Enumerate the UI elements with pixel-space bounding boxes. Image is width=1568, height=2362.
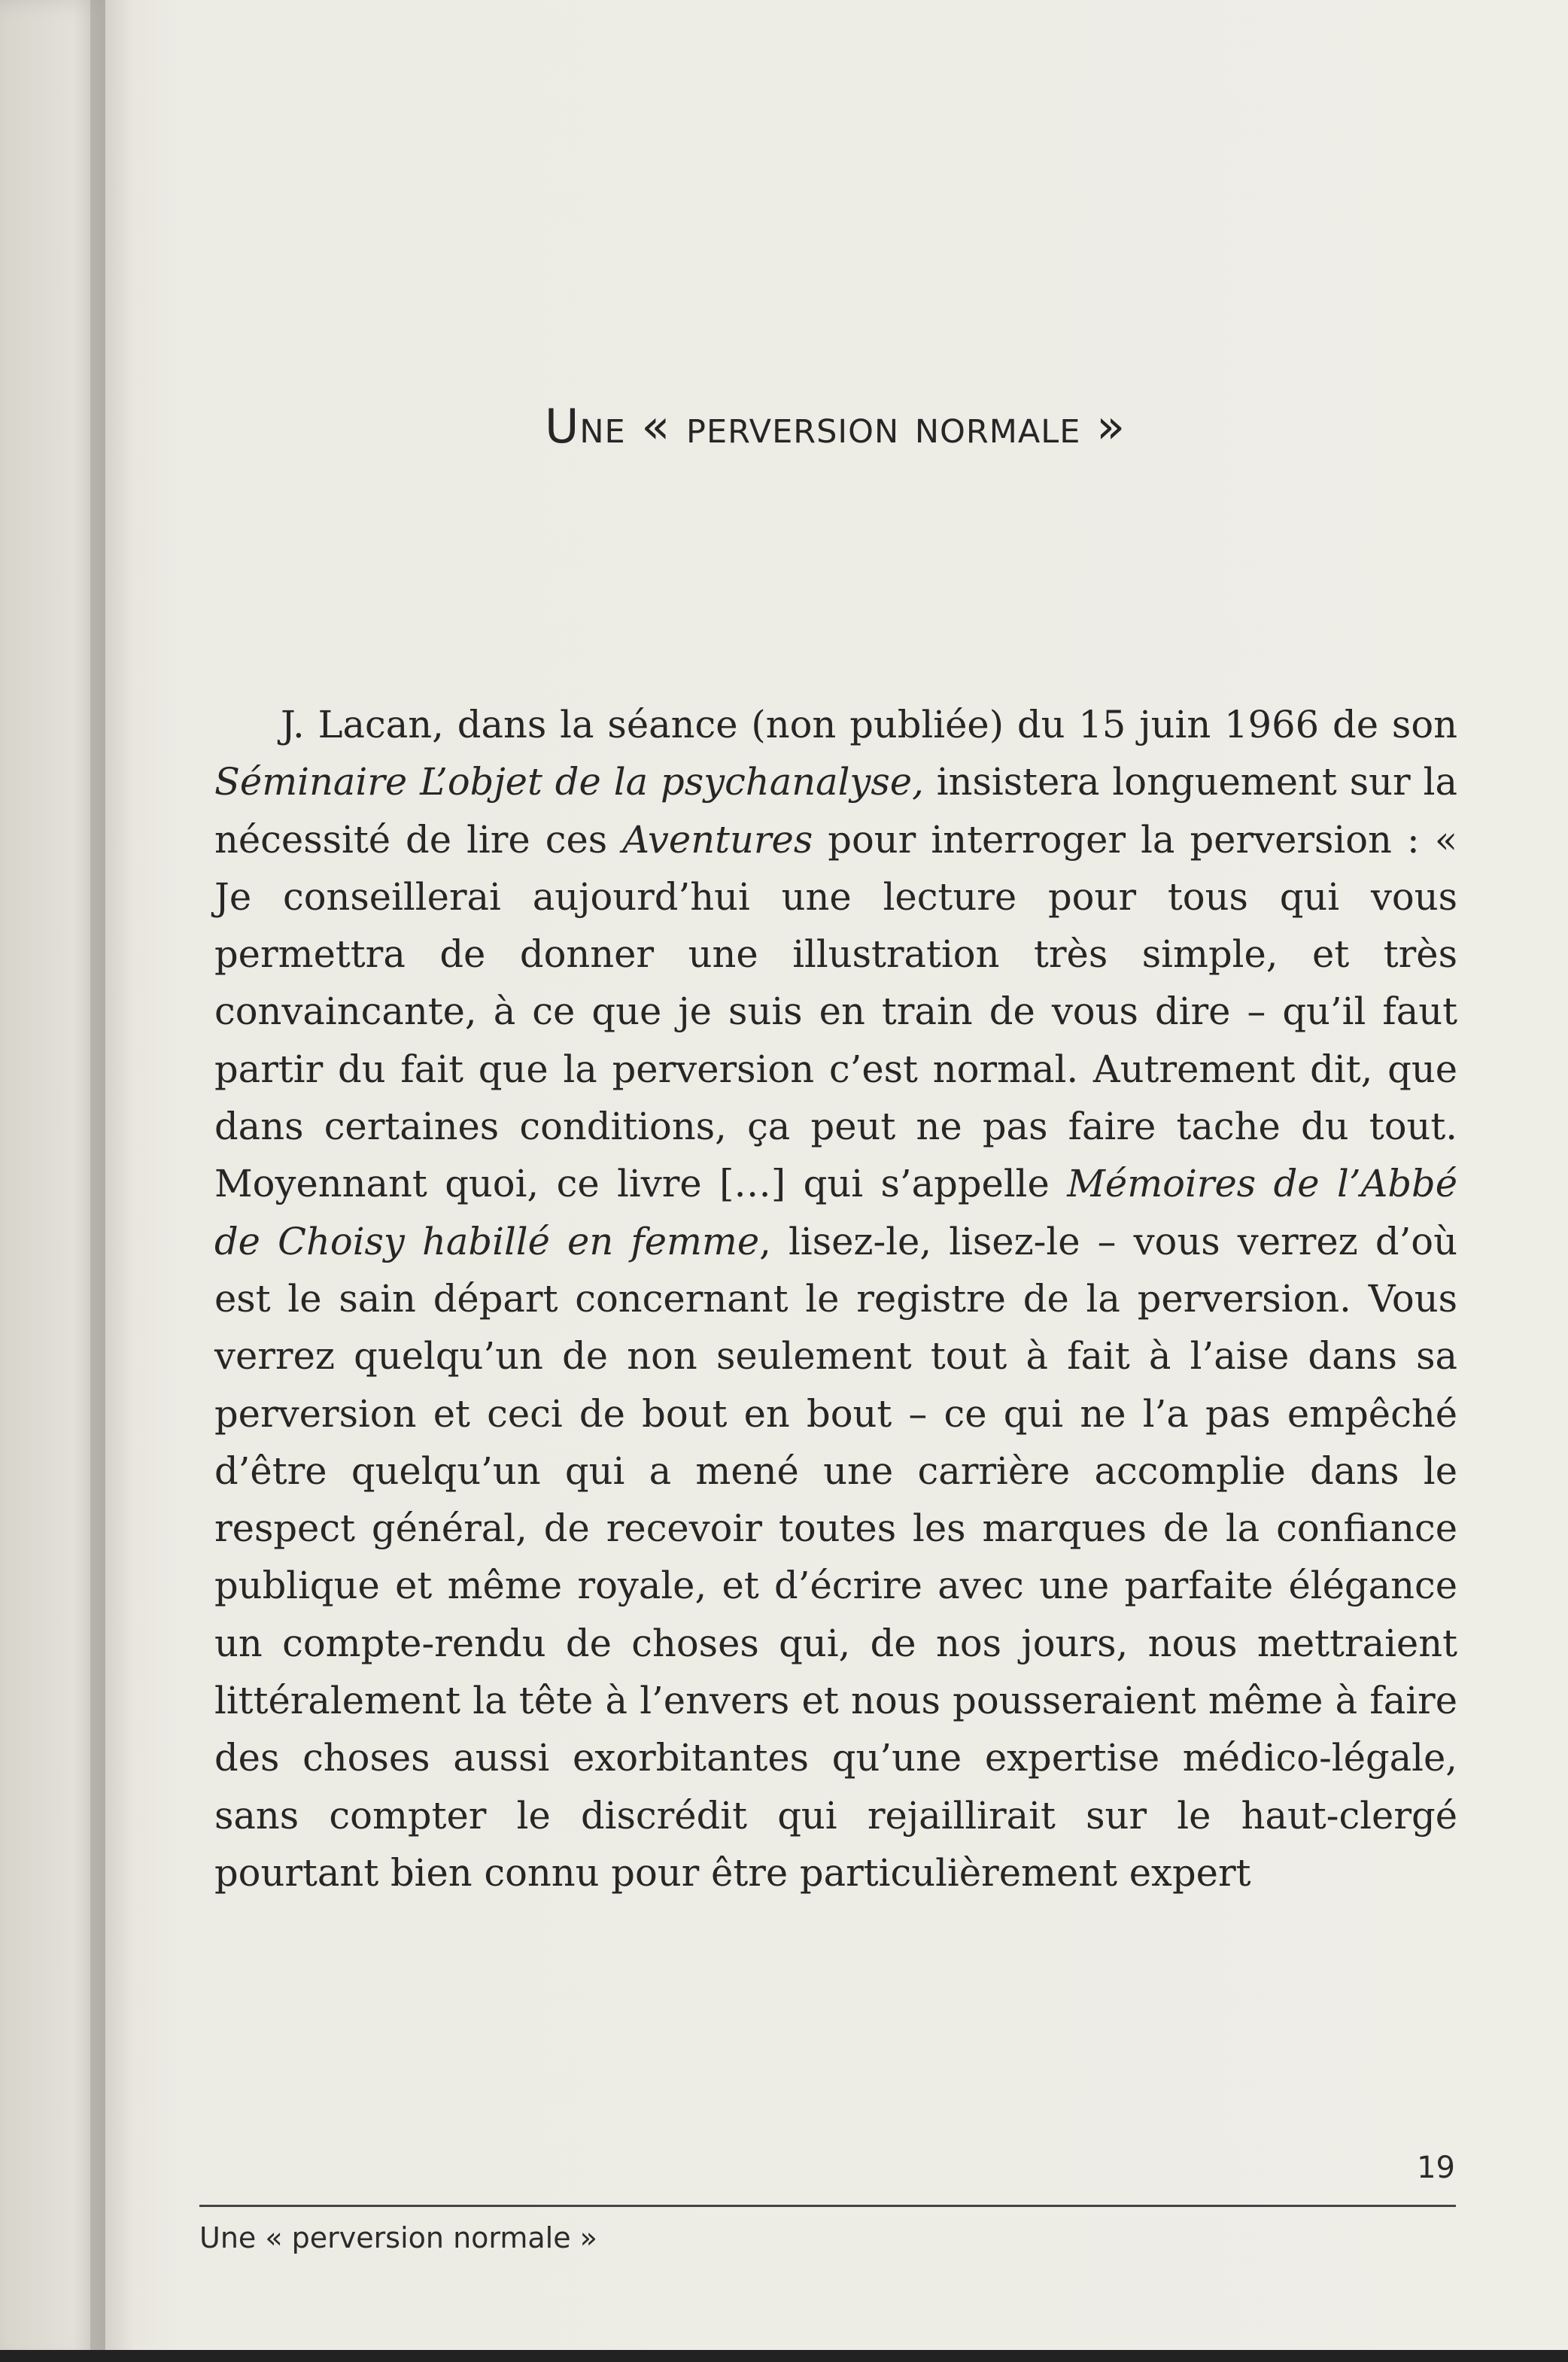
paragraph-text: pour interroger la perversion : « Je conseillerai aujourd’hui une lecture pour tous qui vous permettra de donner une illustration très simple, et très convaincante, à ce que je suis en train de vous dire – qu’il faut partir du fait que la perversion c’est normal. Autrement dit, que dans certaines conditions, ça peut ne pas faire tache du tout. Moyennant quoi, ce livre […] qui s’appelle (214, 817, 1457, 1206)
book-title-memoires: Mémoires de l’Abbé de Choisy habillé en femme (214, 1162, 1457, 1263)
facing-page-edge (0, 0, 105, 2362)
paragraph-text: , lisez-le, lisez-le – vous verrez d’où est le sain départ concernant le registre de la perversion. Vous verrez quelqu’un de non seulement tout à fait à l’aise dans sa perversion et ceci de bout en bout – ce qui ne l’a pas empêché d’être quelqu’un qui a mené une carrière accomplie dans le respect général, de recevoir toutes les marques de la confiance publique et même royale, et d’écrire avec une parfaite élégance un compte-rendu de choses qui, de nos jours, nous mettraient littéralement la tête à l’envers et nous pousseraient même à faire des choses aussi exorbitantes qu’une expertise médico-légale, sans compter le discrédit qui rejaillirait sur le haut-clergé pourtant bien connu pour être particulièrement expert (214, 1219, 1457, 1895)
page-number: 19 (1417, 2151, 1455, 2185)
paragraph-text: J. Lacan, dans la séance (non publiée) du 15 juin 1966 de son (281, 703, 1457, 746)
book-title-aventures: Aventures (622, 817, 813, 862)
chapter-title: Une « perversion normale » (544, 399, 1126, 454)
body-paragraph (214, 696, 1457, 1901)
gutter-shadow (90, 0, 135, 2362)
paragraph-text: insistera longuement sur la nécessité de lire ces (214, 760, 1457, 862)
footer-rule (199, 2205, 1456, 2207)
photo-bottom-edge (0, 2350, 1568, 2362)
seminar-title: Séminaire L’objet de la psychanalyse, (214, 760, 924, 804)
running-footer: Une « perversion normale » (199, 2221, 597, 2254)
